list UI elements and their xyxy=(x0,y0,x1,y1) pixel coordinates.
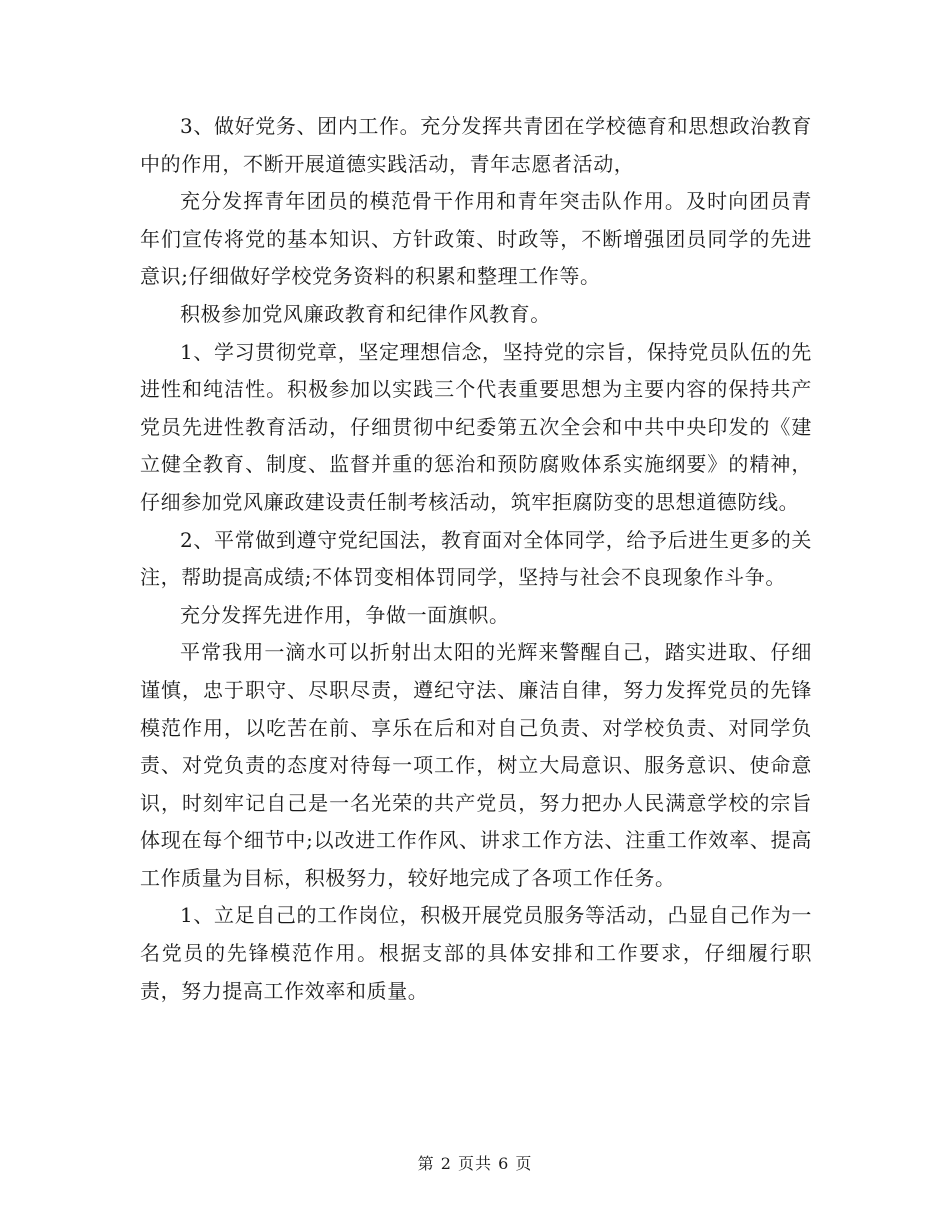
paragraph-party-league-work: 3、做好党务、团内工作。充分发挥共青团在学校德育和思想政治教育中的作用，不断开展道德实践活动，青年志愿者活动， xyxy=(140,114,812,176)
paragraph-daily-self-reflection: 平常我用一滴水可以折射出太阳的光辉来警醒自己，踏实进取、仔细谨慎，忠于职守、尽职尽责，遵纪守法、廉洁自律，努力发挥党员的先锋模范作用，以吃苦在前、享乐在后和对自己负责、对学校负责、对同学负责、对党负责的态度对待每一项工作，树立大局意识、服务意识、使命意识，时刻牢记自己是一名光荣的共产党员，努力把办人民满意学校的宗旨体现在每个细节中;以改进工作作风、讲求工作方法、注重工作效率、提高工作质量为目标，积极努力，较好地完成了各项工作任务。 xyxy=(140,640,812,890)
paragraph-observe-discipline: 2、平常做到遵守党纪国法，教育面对全体同学，给予后进生更多的关注，帮助提高成绩;不体罚变相体罚同学，坚持与社会不良现象作斗争。 xyxy=(140,527,812,590)
page-footer: 第 2 页共 6 页 xyxy=(417,1154,533,1173)
document-body xyxy=(140,108,812,1010)
paragraph-job-post-activities: 1、立足自己的工作岗位，积极开展党员服务等活动，凸显自己作为一名党员的先锋模范作用。根据支部的具体安排和工作要求，仔细履行职责，努力提高工作效率和质量。 xyxy=(140,903,812,1003)
paragraph-integrity-education-heading: 积极参加党风廉政教育和纪律作风教育。 xyxy=(180,301,551,326)
paragraph-youth-members-role: 充分发挥青年团员的模范骨干作用和青年突击队作用。及时向团员青年们宣传将党的基本知识、方针政策、时政等，不断增强团员同学的先进意识;仔细做好学校党务资料的积累和整理工作等。 xyxy=(140,189,812,289)
paragraph-study-party-constitution: 1、学习贯彻党章，坚定理想信念，坚持党的宗旨，保持党员队伍的先进性和纯洁性。积极参加以实践三个代表重要思想为主要内容的保持共产党员先进性教育活动，仔细贯彻中纪委第五次全会和中共中央印发的《建立健全教育、制度、监督并重的惩治和预防腐败体系实施纲要》的精神，仔细参加党风廉政建设责任制考核活动，筑牢拒腐防变的思想道德防线。 xyxy=(140,339,812,514)
paragraph-be-a-banner-heading: 充分发挥先进作用，争做一面旗帜。 xyxy=(180,602,510,627)
